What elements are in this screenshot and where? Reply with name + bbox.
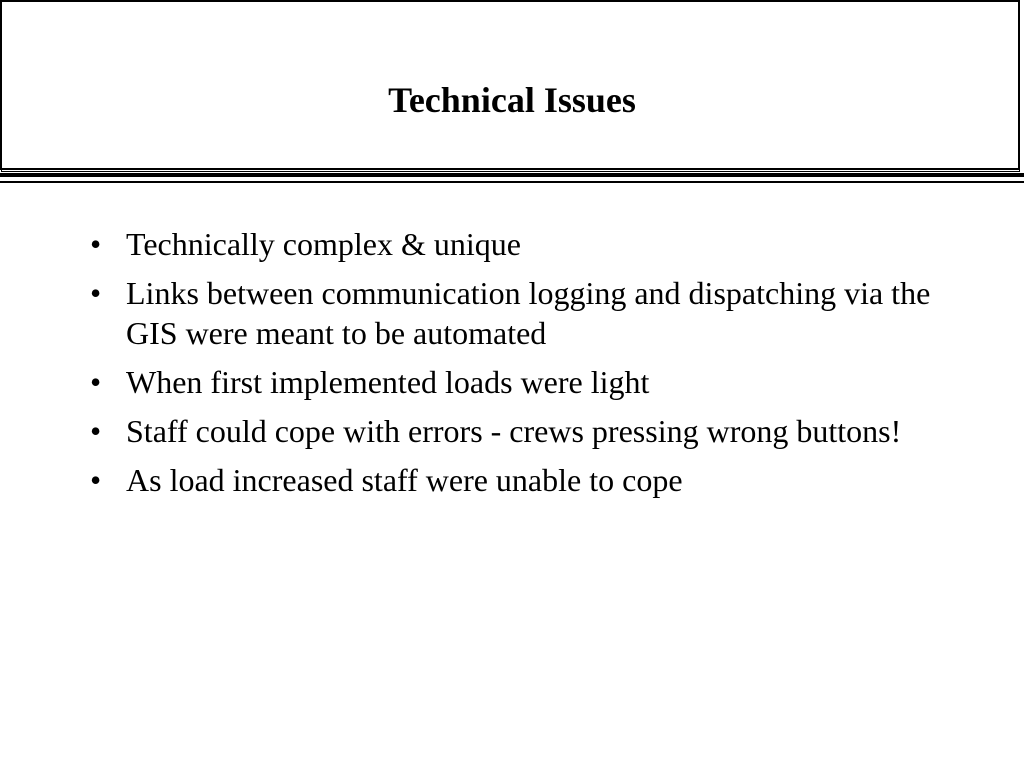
bullet-text: Technically complex & unique [126,226,521,262]
header-rule-thin [0,181,1024,183]
bullet-icon: • [90,462,102,498]
list-item [84,362,964,402]
bullet-text: Staff could cope with errors - crews pressing wrong buttons! [126,413,902,449]
header-rule-thick [0,173,1024,177]
list-item [84,273,964,353]
bullet-text: Links between communication logging and dispatching via the GIS were meant to be automated [126,275,931,351]
bullet-icon: • [90,275,102,311]
bullet-icon: • [90,226,102,262]
bullet-icon: • [90,364,102,400]
list-item [84,460,964,500]
list-item [84,411,964,451]
slide-title: Technical Issues [388,80,636,120]
bullet-list [84,224,964,509]
bullet-text: When first implemented loads were light [126,364,650,400]
bullet-text: As load increased staff were unable to cope [126,462,683,498]
list-item [84,224,964,264]
bullet-icon: • [90,413,102,449]
